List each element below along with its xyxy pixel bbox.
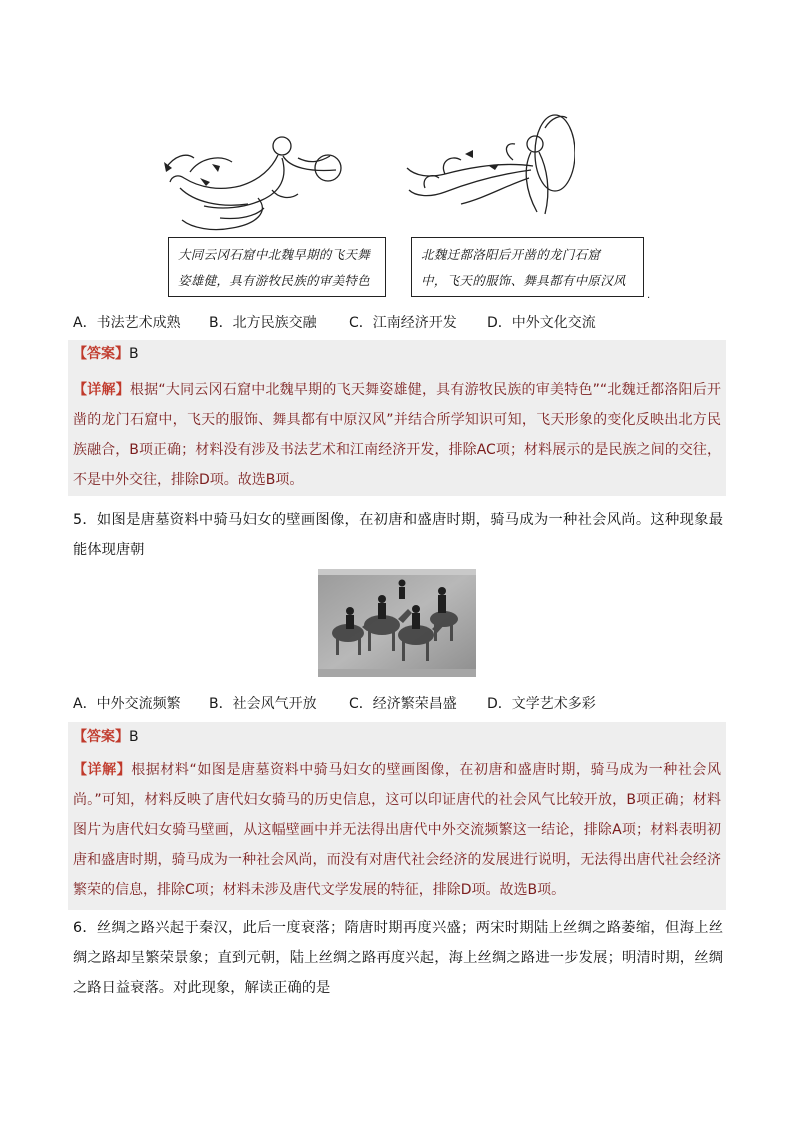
- longmen-apsara-drawing: [405, 108, 575, 228]
- detail-label: 【详解】: [73, 762, 132, 778]
- option-b[interactable]: B．北方民族交融: [209, 315, 317, 331]
- q5-explanation: [73, 755, 721, 905]
- q4-options: [73, 312, 753, 334]
- option-c[interactable]: C．经济繁荣昌盛: [349, 696, 457, 712]
- option-a[interactable]: A．书法艺术成熟: [73, 315, 181, 331]
- option-a[interactable]: A．中外交流频繁: [73, 696, 181, 712]
- caption-line: 中，飞天的服饰、舞具都有中原汉风: [421, 273, 626, 288]
- q4-answer: [73, 343, 139, 365]
- caption-line: 大同云冈石窟中北魏早期的飞天舞: [178, 247, 371, 262]
- caption-line: 姿雄健，具有游牧民族的审美特色: [178, 273, 371, 288]
- q6-stem: 6．丝绸之路兴起于秦汉，此后一度衰落；隋唐时期再度兴盛；两宋时期陆上丝绸之路萎缩，但海上丝绸之路却呈繁荣景象；直到元朝，陆上丝绸之路再度兴起，海上丝绸之路进一步发展；明清时期，丝绸之路日益衰落。对此现象，解读正确的是: [73, 920, 723, 996]
- mural-image: [318, 569, 476, 677]
- yungang-apsara-drawing: [160, 128, 350, 238]
- detail-text: 根据材料“如图是唐墓资料中骑马妇女的壁画图像，在初唐和盛唐时期，骑马成为一种社会风尚。”可知，材料反映了唐代妇女骑马的历史信息，这可以印证唐代的社会风气比较开放，B项正确；材料图片为唐代妇女骑马壁画，从这幅壁画中并无法得出唐代中外交流频繁这一结论，排除A项；材料表明初唐和盛唐时期，骑马成为一种社会风尚，而没有对唐代社会经济的发展进行说明，无法得出唐代社会经济繁荣的信息，排除C项；材料未涉及唐代文学发展的特征，排除D项。故选B项。: [73, 762, 721, 898]
- q5-options: [73, 693, 753, 715]
- option-c[interactable]: C．江南经济开发: [349, 315, 457, 331]
- tang-horse-riding-mural: [318, 569, 476, 677]
- yungang-caption-box: [168, 237, 386, 297]
- caption-line: 北魏迁都洛阳后开凿的龙门石窟: [421, 247, 601, 262]
- option-d[interactable]: D．文学艺术多彩: [487, 696, 596, 712]
- option-d[interactable]: D．中外文化交流: [487, 315, 596, 331]
- q4-explanation: [73, 375, 721, 495]
- stray-mark: .: [647, 290, 651, 301]
- answer-label: 【答案】: [73, 729, 129, 745]
- q5-stem: 5．如图是唐墓资料中骑马妇女的壁画图像，在初唐和盛唐时期，骑马成为一种社会风尚。这种现象最能体现唐朝: [73, 512, 723, 558]
- answer-label: 【答案】: [73, 346, 129, 362]
- detail-text: 根据“大同云冈石窟中北魏早期的飞天舞姿雄健，具有游牧民族的审美特色”“北魏迁都洛阳后开凿的龙门石窟中，飞天的服饰、舞具都有中原汉风”并结合所学知识可知，飞天形象的变化反映出北方民族融合，B项正确；材料没有涉及书法艺术和江南经济开发，排除AC项；材料展示的是民族之间的交往，不是中外交往，排除D项。故选B项。: [73, 382, 722, 488]
- detail-label: 【详解】: [73, 382, 130, 398]
- option-b[interactable]: B．社会风气开放: [209, 696, 317, 712]
- longmen-caption-box: [411, 237, 644, 297]
- answer-value: B: [129, 729, 139, 745]
- q5-answer: [73, 726, 139, 748]
- answer-value: B: [129, 346, 139, 362]
